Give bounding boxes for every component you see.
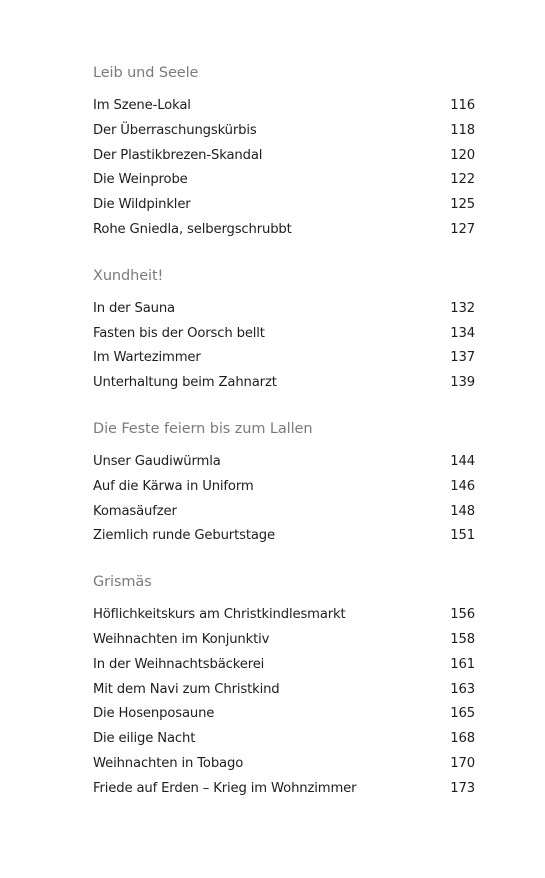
toc-entry[interactable] xyxy=(93,94,475,119)
toc-entry[interactable] xyxy=(93,727,475,752)
section-title: Grismäs xyxy=(93,574,152,591)
toc-entry[interactable] xyxy=(93,752,475,777)
entry-title: Fasten bis der Oorsch bellt xyxy=(93,325,265,341)
entry-title: Höflichkeitskurs am Christkindlesmarkt xyxy=(93,607,346,623)
entry-page-number: 144 xyxy=(450,453,475,469)
toc-section-xundheit xyxy=(93,266,475,396)
entry-page-number: 137 xyxy=(450,350,475,366)
toc-entry[interactable] xyxy=(93,168,475,193)
entry-title: Friede auf Erden – Krieg im Wohnzimmer xyxy=(93,780,357,796)
toc-section-die-feste-feiern xyxy=(93,419,475,549)
toc-entry[interactable] xyxy=(93,628,475,653)
toc-entry[interactable] xyxy=(93,218,475,243)
toc-entry[interactable] xyxy=(93,702,475,727)
entry-title: Weihnachten im Konjunktiv xyxy=(93,631,270,647)
toc-entry[interactable] xyxy=(93,144,475,169)
entry-title: Im Wartezimmer xyxy=(93,350,201,366)
toc-entry[interactable] xyxy=(93,322,475,347)
entry-page-number: 163 xyxy=(450,681,475,697)
entry-title: Komasäufzer xyxy=(93,503,177,519)
table-of-contents xyxy=(93,63,475,825)
toc-entry[interactable] xyxy=(93,475,475,500)
entry-page-number: 134 xyxy=(450,325,475,341)
section-title: Die Feste feiern bis zum Lallen xyxy=(93,420,313,437)
entry-title: In der Sauna xyxy=(93,300,175,316)
toc-entry[interactable] xyxy=(93,653,475,678)
entry-page-number: 161 xyxy=(450,656,475,672)
entry-title: Der Überraschungskürbis xyxy=(93,122,257,138)
entry-title: Rohe Gniedla, selbergschrubbt xyxy=(93,221,292,237)
entry-title: Die eilige Nacht xyxy=(93,731,196,747)
toc-entry[interactable] xyxy=(93,524,475,549)
entry-page-number: 165 xyxy=(450,706,475,722)
toc-entry[interactable] xyxy=(93,297,475,322)
entry-title: Unser Gaudiwürmla xyxy=(93,453,221,469)
entry-title: In der Weihnachtsbäckerei xyxy=(93,656,265,672)
entry-title: Der Plastikbrezen-Skandal xyxy=(93,147,263,163)
entry-page-number: 156 xyxy=(450,607,475,623)
entry-page-number: 148 xyxy=(450,503,475,519)
entry-title: Weihnachten in Tobago xyxy=(93,755,244,771)
entry-title: Mit dem Navi zum Christkind xyxy=(93,681,280,697)
toc-entry[interactable] xyxy=(93,371,475,396)
entry-page-number: 132 xyxy=(450,300,475,316)
entry-page-number: 116 xyxy=(450,98,475,113)
entry-title: Unterhaltung beim Zahnarzt xyxy=(93,375,277,391)
entry-page-number: 158 xyxy=(450,631,475,647)
entry-page-number: 125 xyxy=(450,197,475,213)
toc-entry[interactable] xyxy=(93,777,475,802)
entry-page-number: 170 xyxy=(450,755,475,771)
section-title: Leib und Seele xyxy=(93,65,199,81)
entry-title: Die Wildpinkler xyxy=(93,197,191,213)
toc-entry[interactable] xyxy=(93,603,475,628)
entry-title: Auf die Kärwa in Uniform xyxy=(93,478,254,494)
entry-page-number: 127 xyxy=(450,221,475,237)
entry-page-number: 168 xyxy=(450,731,475,747)
toc-section-leib-und-seele xyxy=(93,63,475,243)
entry-page-number: 151 xyxy=(450,528,475,544)
entry-title: Die Weinprobe xyxy=(93,172,188,188)
entry-page-number: 122 xyxy=(450,172,475,188)
entry-title: Im Szene-Lokal xyxy=(93,98,191,113)
entry-title: Die Hosenposaune xyxy=(93,706,215,722)
entry-page-number: 139 xyxy=(450,375,475,391)
entry-title: Ziemlich runde Geburtstage xyxy=(93,528,275,544)
toc-section-grismaes xyxy=(93,572,475,801)
toc-entry[interactable] xyxy=(93,346,475,371)
toc-entry[interactable] xyxy=(93,193,475,218)
toc-entry[interactable] xyxy=(93,450,475,475)
toc-entry[interactable] xyxy=(93,678,475,703)
toc-entry[interactable] xyxy=(93,119,475,144)
entry-page-number: 146 xyxy=(450,478,475,494)
entry-page-number: 118 xyxy=(450,122,475,138)
section-title: Xundheit! xyxy=(93,267,164,284)
entry-page-number: 120 xyxy=(450,147,475,163)
entry-page-number: 173 xyxy=(450,780,475,796)
toc-entry[interactable] xyxy=(93,500,475,525)
